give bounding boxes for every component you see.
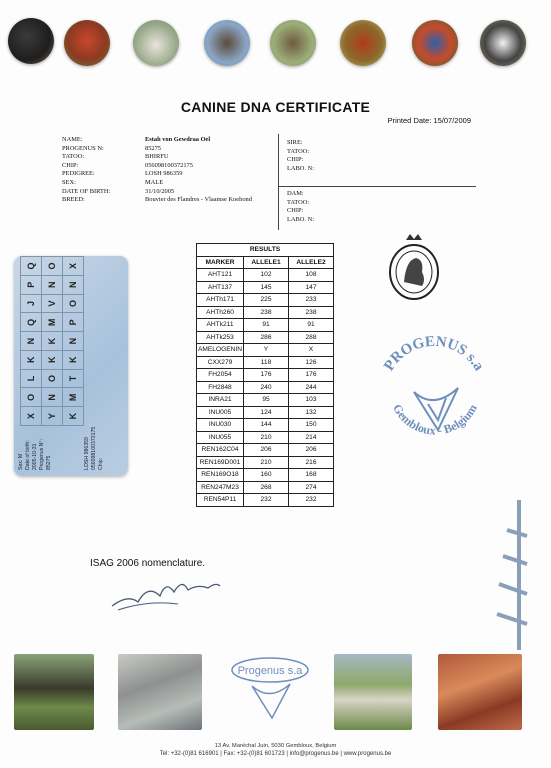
divider	[278, 134, 279, 230]
marker-cell: AHTh171	[197, 294, 244, 307]
marker-cell: INU005	[197, 406, 244, 419]
allele1-cell: 238	[244, 306, 289, 319]
allele2-cell: 238	[289, 306, 334, 319]
allele2-cell: 103	[289, 394, 334, 407]
allele2-cell: 206	[289, 444, 334, 457]
result-row	[197, 419, 334, 432]
allele1-cell: 144	[244, 419, 289, 432]
allele1-header: ALLELE1	[244, 256, 289, 269]
card-grid-cell: M	[42, 313, 63, 332]
allele1-cell: 91	[244, 319, 289, 332]
animal-details	[62, 136, 252, 205]
card-grid-cell: K	[42, 350, 63, 369]
allele1-cell: 206	[244, 444, 289, 457]
marker-cell: REN169D001	[197, 456, 244, 469]
logo-text: Progenus s.a	[237, 665, 303, 677]
detail-value: Bouvier des Flandres - Vlaamse Koehond	[145, 196, 252, 204]
marker-cell: AHTk211	[197, 319, 244, 332]
allele2-cell: 233	[289, 294, 334, 307]
result-row	[197, 306, 334, 319]
detail-value: 056098100372175	[145, 161, 193, 169]
stamp-top-text: PROGENUS s.a	[381, 333, 487, 374]
card-grid-cell: K	[63, 350, 84, 369]
card-grid-cell: O	[21, 388, 42, 407]
detail-value: LOSH 986359	[145, 170, 183, 178]
footer-address: 13 Av. Maréchal Juin, 5030 Gembloux, Belgium	[214, 743, 337, 749]
detail-label: BREED:	[62, 196, 85, 204]
parrot-photo	[412, 20, 458, 66]
card-line: Progenus N°: 85275	[39, 439, 52, 470]
allele2-cell: 288	[289, 331, 334, 344]
result-row	[197, 469, 334, 482]
result-row	[197, 494, 334, 507]
result-row	[197, 381, 334, 394]
marker-cell: REN247M23	[197, 481, 244, 494]
card-grid-cell: K	[21, 350, 42, 369]
card-grid-cell: J	[21, 294, 42, 313]
card-grid-row	[63, 257, 84, 426]
detail-label: TATOO:	[62, 153, 85, 161]
bird-photo	[204, 20, 250, 66]
marker-cell: AHTh260	[197, 306, 244, 319]
allele2-cell: 132	[289, 406, 334, 419]
allele1-cell: 95	[244, 394, 289, 407]
allele1-cell: 232	[244, 494, 289, 507]
breed-seal	[386, 232, 442, 302]
card-grid-cell: X	[21, 407, 42, 426]
marker-header: MARKER	[197, 256, 244, 269]
sire-label: SIRE:	[287, 139, 303, 146]
sire-tatoo-label: TATOO:	[287, 147, 310, 155]
card-grid-cell: T	[63, 369, 84, 388]
allele2-cell: 176	[289, 369, 334, 382]
card-grid-row	[21, 257, 42, 426]
detail-row	[62, 196, 252, 205]
progenus-logo	[228, 652, 312, 722]
svg-text:Gembloux - Belgium	[390, 402, 480, 438]
marker-cell: CXX279	[197, 356, 244, 369]
result-row	[197, 319, 334, 332]
rooster-photo	[340, 20, 386, 66]
allele2-header: ALLELE2	[289, 256, 334, 269]
rooster-photo	[64, 20, 110, 66]
marker-cell: INU030	[197, 419, 244, 432]
detail-label: SEX:	[62, 178, 76, 186]
marker-cell: REN54P11	[197, 494, 244, 507]
detail-value: BHIRFU	[145, 153, 169, 161]
allele1-cell: 210	[244, 431, 289, 444]
dam-labo-label: LABO. N:	[287, 215, 314, 223]
result-row	[197, 456, 334, 469]
detail-value: Estah von Gewdraa Oel	[145, 136, 211, 143]
card-grid-cell: O	[63, 294, 84, 313]
certificate-title: CANINE DNA CERTIFICATE	[180, 99, 371, 115]
result-row	[197, 344, 334, 357]
cat-photo	[480, 20, 526, 66]
sire-labo-label: LABO. N:	[287, 164, 314, 172]
result-row	[197, 444, 334, 457]
allele1-cell: 225	[244, 294, 289, 307]
allele1-cell: 102	[244, 269, 289, 282]
detail-value: 85275	[145, 144, 161, 152]
card-grid-cell: Q	[21, 257, 42, 276]
sheep-field-photo	[334, 654, 412, 730]
card-grid-cell: L	[21, 369, 42, 388]
detail-row	[62, 170, 252, 179]
card-grid-cell: N	[21, 332, 42, 351]
detail-value: 31/10/2005	[145, 187, 175, 195]
allele1-cell: 286	[244, 331, 289, 344]
dam-details	[287, 190, 314, 224]
sire-chip-label: CHIP:	[287, 156, 304, 164]
signature	[108, 574, 224, 614]
marker-cell: REN169O18	[197, 469, 244, 482]
divider	[278, 186, 476, 187]
sheep-photo	[133, 20, 179, 66]
allele1-cell: Y	[244, 344, 289, 357]
marker-cell: AHT121	[197, 269, 244, 282]
meat-photo	[438, 654, 522, 730]
result-row	[197, 281, 334, 294]
result-row	[197, 331, 334, 344]
sire-details	[287, 139, 314, 173]
allele2-cell: 150	[289, 419, 334, 432]
card-line: Chip:	[98, 457, 104, 470]
card-grid-cell: N	[63, 275, 84, 294]
id-card	[14, 256, 128, 476]
allele2-cell: 108	[289, 269, 334, 282]
lab-photo	[118, 654, 202, 730]
card-grid-cell: Y	[42, 407, 63, 426]
card-grid-cell: O	[42, 369, 63, 388]
result-row	[197, 369, 334, 382]
detail-label: DATE OF BIRTH:	[62, 187, 111, 195]
dog-photo	[8, 18, 54, 64]
allele2-cell: 216	[289, 456, 334, 469]
progenus-stamp	[368, 324, 500, 456]
svg-text:PROGENUS s.a	[381, 334, 487, 374]
card-grid-cell: Q	[21, 313, 42, 332]
marker-cell: INRA21	[197, 394, 244, 407]
id-card-content	[14, 256, 128, 476]
detail-label: PROGENUS N:	[62, 144, 104, 152]
results-table	[196, 243, 334, 507]
result-row	[197, 356, 334, 369]
card-line: 056098100372175	[91, 426, 97, 470]
card-grid-cell: N	[63, 332, 84, 351]
card-grid-cell: P	[63, 313, 84, 332]
duck-photo	[270, 20, 316, 66]
marker-cell: FH2054	[197, 369, 244, 382]
card-line: LOSH 986359	[84, 437, 90, 470]
dam-label: DAM:	[287, 190, 304, 197]
allele2-cell: 126	[289, 356, 334, 369]
allele1-cell: 268	[244, 481, 289, 494]
nomenclature-note: ISAG 2006 nomenclature.	[90, 558, 206, 569]
detail-label: NAME:	[62, 136, 83, 143]
card-line: Date of birth: 2005-10-31	[25, 440, 38, 470]
id-card-text	[18, 430, 53, 470]
marker-cell: INU055	[197, 431, 244, 444]
allele1-cell: 118	[244, 356, 289, 369]
footer-contact: Tel: +32-(0)81 616901 | Fax: +32-(0)81 601723 | info@progenus.be | www.progenus.be	[159, 751, 392, 757]
allele1-cell: 240	[244, 381, 289, 394]
results-title: RESULTS	[197, 244, 334, 257]
marker-cell: AHT137	[197, 281, 244, 294]
results-body	[197, 269, 334, 507]
printed-date: Printed Date: 15/07/2009	[387, 116, 471, 125]
allele2-cell: X	[289, 344, 334, 357]
marker-cell: FH2848	[197, 381, 244, 394]
result-row	[197, 269, 334, 282]
card-grid-cell: O	[42, 257, 63, 276]
marker-cell: REN162C04	[197, 444, 244, 457]
allele1-cell: 160	[244, 469, 289, 482]
detail-row	[62, 179, 252, 188]
marker-cell: AHTk253	[197, 331, 244, 344]
detail-row	[62, 136, 252, 145]
card-grid-cell: V	[42, 294, 63, 313]
allele1-cell: 124	[244, 406, 289, 419]
id-card-text-lower	[84, 426, 105, 470]
id-card-grid	[20, 256, 84, 426]
allele2-cell: 274	[289, 481, 334, 494]
allele2-cell: 244	[289, 381, 334, 394]
card-grid-cell: K	[63, 407, 84, 426]
card-grid-cell: X	[63, 257, 84, 276]
detail-row	[62, 145, 252, 154]
allele1-cell: 210	[244, 456, 289, 469]
detail-value: MALE	[145, 178, 164, 186]
card-grid-cell: P	[21, 275, 42, 294]
result-row	[197, 394, 334, 407]
detail-row	[62, 162, 252, 171]
card-line: Sex: M	[18, 453, 24, 470]
card-grid-cell: N	[42, 275, 63, 294]
allele2-cell: 214	[289, 431, 334, 444]
allele1-cell: 145	[244, 281, 289, 294]
result-row	[197, 406, 334, 419]
result-row	[197, 294, 334, 307]
stamp-bottom-text: Gembloux - Belgium	[390, 401, 480, 438]
detail-row	[62, 188, 252, 197]
allele1-cell: 176	[244, 369, 289, 382]
allele2-cell: 168	[289, 469, 334, 482]
marker-cell: AMELOGENIN	[197, 344, 244, 357]
detail-label: CHIP:	[62, 161, 79, 169]
allele2-cell: 232	[289, 494, 334, 507]
detail-label: PEDIGREE:	[62, 170, 95, 178]
card-grid-cell: N	[42, 388, 63, 407]
detail-row	[62, 153, 252, 162]
result-row	[197, 481, 334, 494]
allele2-cell: 91	[289, 319, 334, 332]
allele2-cell: 147	[289, 281, 334, 294]
result-row	[197, 431, 334, 444]
cows-photo	[14, 654, 94, 730]
decorative-ladder	[489, 500, 529, 650]
dam-tatoo-label: TATOO:	[287, 198, 310, 206]
card-grid-cell: K	[42, 332, 63, 351]
dam-chip-label: CHIP:	[287, 207, 304, 215]
card-grid-cell: M	[63, 388, 84, 407]
card-grid-row	[42, 257, 63, 426]
